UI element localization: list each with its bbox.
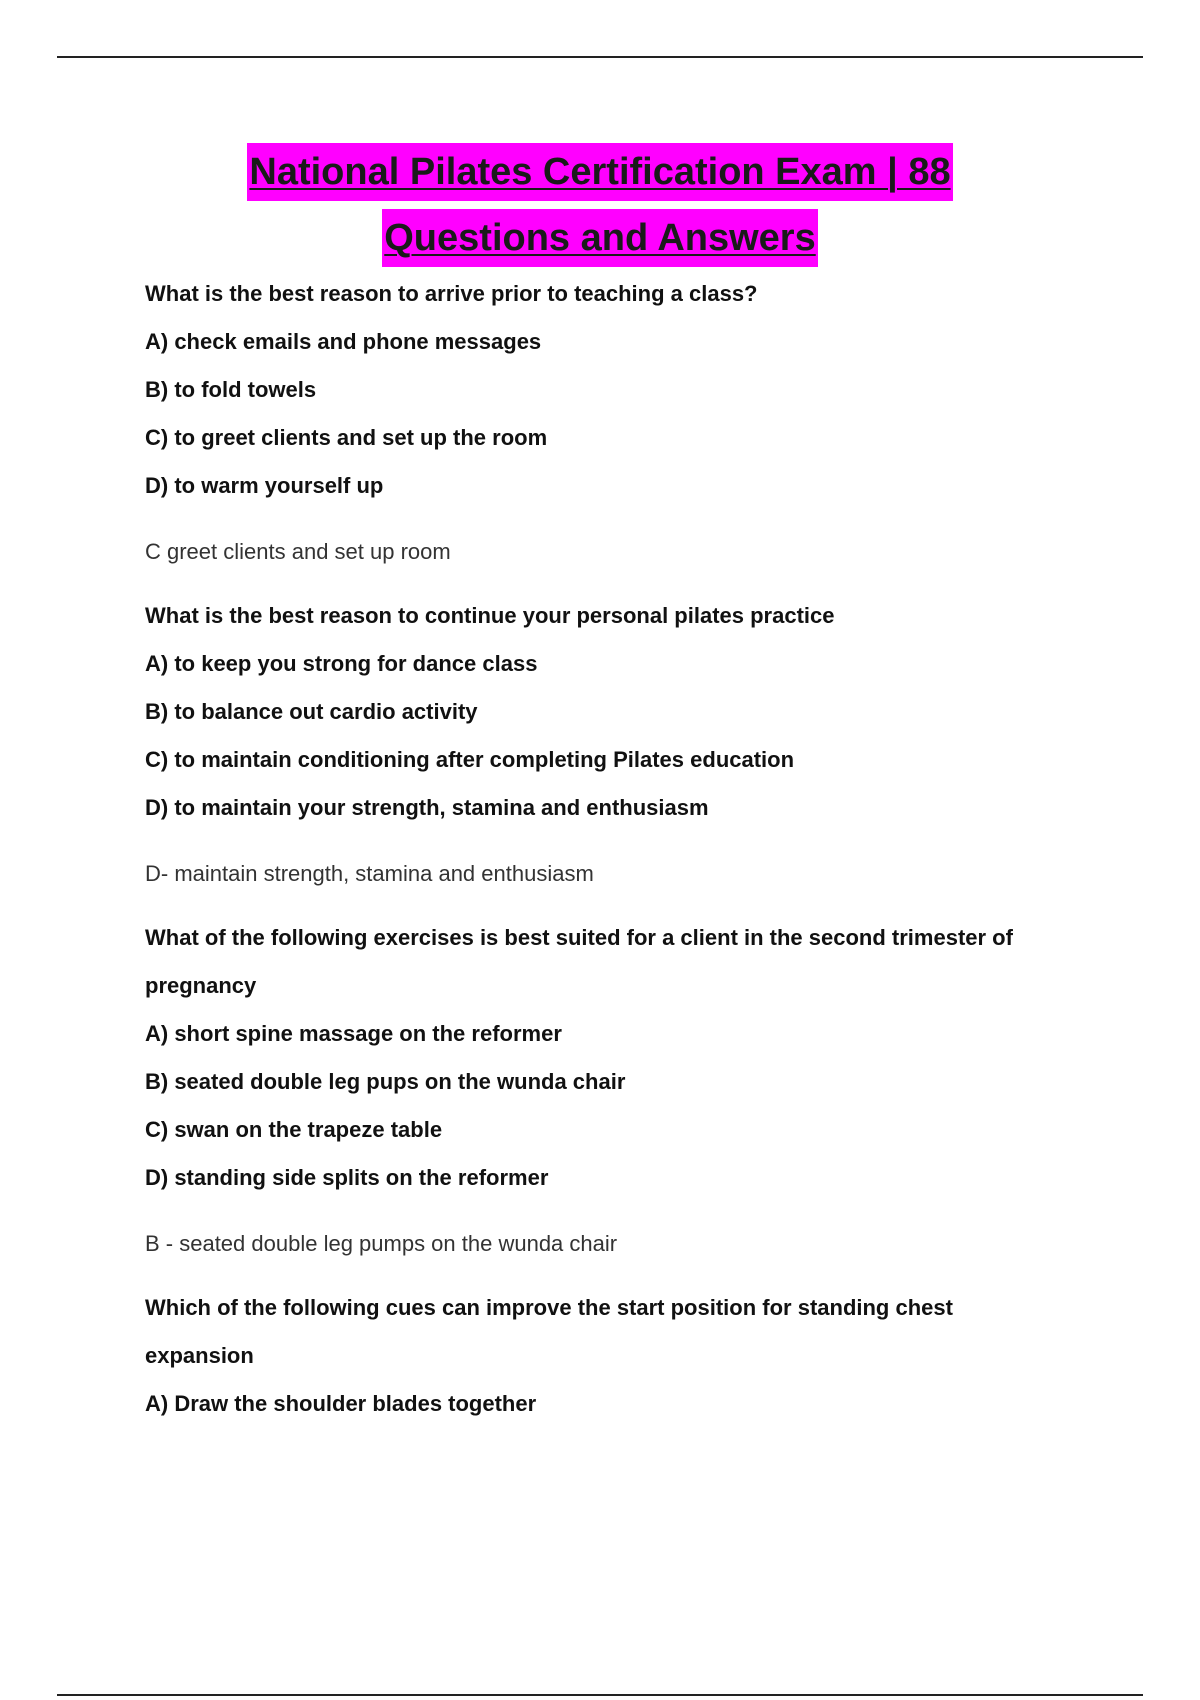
question-block-1 — [145, 270, 1065, 576]
option-b: B) to fold towels — [145, 377, 317, 402]
question-block-3 — [145, 914, 1065, 1268]
answer-text: C greet clients and set up room — [145, 539, 451, 564]
option-c: C) swan on the trapeze table — [145, 1117, 443, 1142]
option-a: A) to keep you strong for dance class — [145, 651, 538, 676]
question-block-4 — [145, 1284, 1065, 1428]
option-c: C) to greet clients and set up the room — [145, 425, 548, 450]
option-a: A) Draw the shoulder blades together — [145, 1391, 537, 1416]
answer-text: D- maintain strength, stamina and enthusiasm — [145, 861, 594, 886]
title-line-1: National Pilates Certification Exam | 88 — [247, 143, 952, 201]
option-a: A) check emails and phone messages — [145, 329, 542, 354]
question-text: Which of the following cues can improve the start position for standing chest expansion — [145, 1295, 953, 1368]
title-line-2: Questions and Answers — [382, 209, 817, 267]
question-text: What of the following exercises is best suited for a client in the second trimester of pregnancy — [145, 925, 1013, 998]
option-c: C) to maintain conditioning after completing Pilates education — [145, 747, 795, 772]
option-d: D) to warm yourself up — [145, 473, 384, 498]
question-text: What is the best reason to arrive prior to teaching a class? — [145, 281, 758, 306]
option-b: B) to balance out cardio activity — [145, 699, 478, 724]
question-text: What is the best reason to continue your personal pilates practice — [145, 603, 835, 628]
option-a: A) short spine massage on the reformer — [145, 1021, 562, 1046]
footer-rule — [57, 1694, 1143, 1696]
question-block-2 — [145, 592, 1065, 898]
option-b: B) seated double leg pups on the wunda chair — [145, 1069, 626, 1094]
option-d: D) to maintain your strength, stamina and enthusiasm — [145, 795, 709, 820]
qa-list — [145, 270, 1065, 1428]
document-title — [0, 143, 1200, 275]
option-d: D) standing side splits on the reformer — [145, 1165, 549, 1190]
answer-text: B - seated double leg pumps on the wunda chair — [145, 1231, 618, 1256]
header-rule — [57, 56, 1143, 58]
